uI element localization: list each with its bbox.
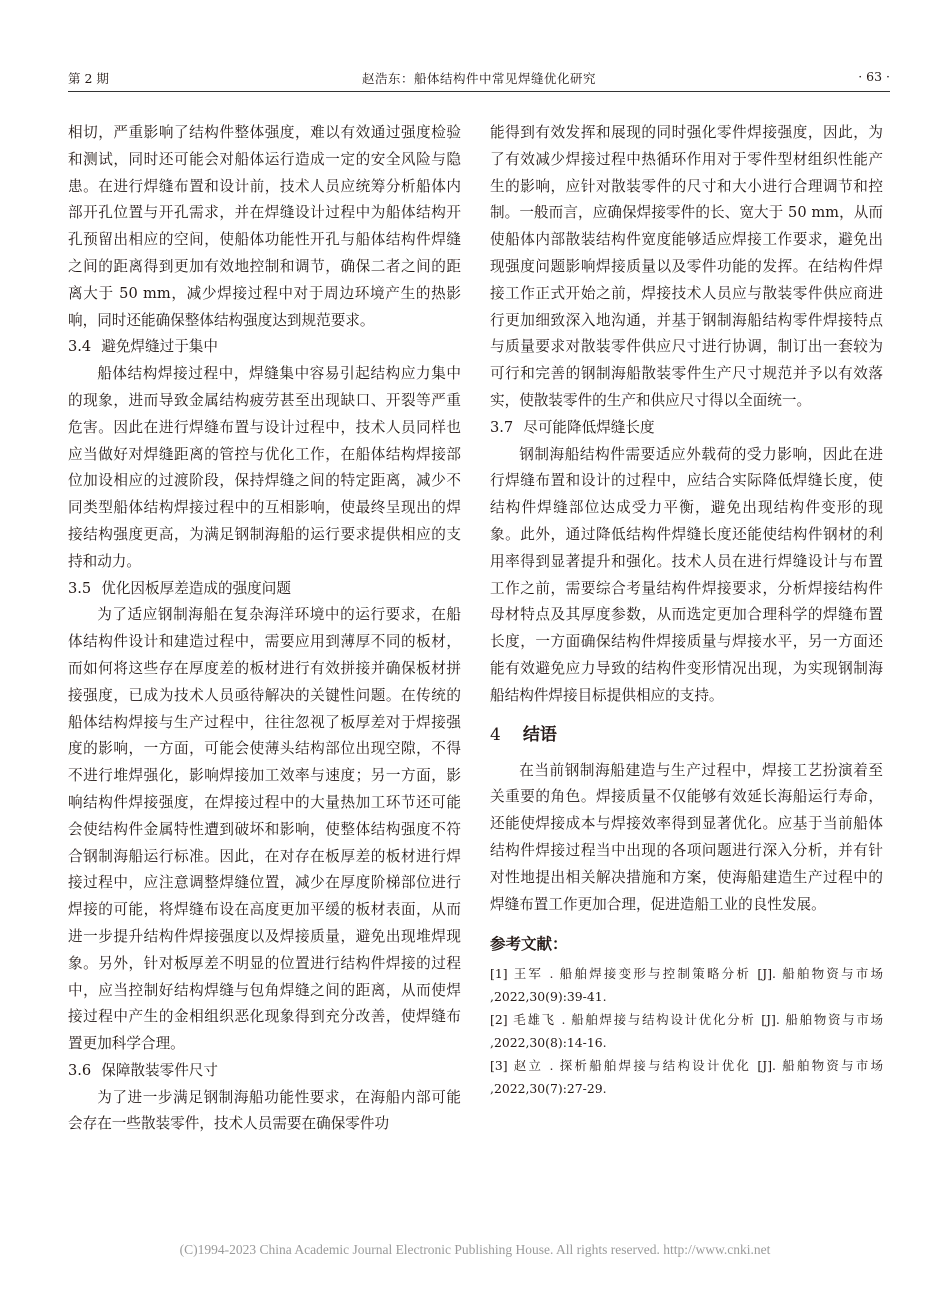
section-number: 3.7 <box>490 418 514 436</box>
section-title: 结语 <box>522 724 557 745</box>
conclusion-text: 在当前钢制海船建造与生产过程中，焊接工艺扮演着至关重要的角色。焊接质量不仅能够有效延长海船运行寿命，还能使焊接成本与焊接效率得到显著优化。应基于当前船体结构件焊接过程当中出现的各项问题进行深入分析，并有针对性地提出相关解决措施和方案，使海船建造生产过程中的焊缝布置工作更加合理，促进造船工业的良性发展。 <box>490 761 883 913</box>
section-number: 3.4 <box>68 338 92 356</box>
running-header <box>68 67 890 92</box>
intro-paragraph: 相切，严重影响了结构件整体强度，难以有效通过强度检验和测试，同时还可能会对船体运行造成一定的安全风险与隐患。在进行焊缝布置和设计前，技术人员应统筹分析船体内部开孔位置与开孔需求，并在焊缝设计过程中为船体结构开孔预留出相应的空间，使船体功能性开孔与船体结构件焊缝之间的距离得到更加有效地控制和调节，确保二者之间的距离大于 50 mm，减少焊接过程中对于周边环境产生的热影响，同时还能确保整体结构强度达到规范要求。 <box>68 124 461 329</box>
section-3-6-text: 为了进一步满足钢制海船功能性要求，在海船内部可能会存在一些散装零件，技术人员需要在确保零件功 <box>68 1088 461 1133</box>
section-number: 3.6 <box>68 1061 92 1079</box>
references-heading: 参考文献： <box>490 935 568 954</box>
section-3-6-continued: 能得到有效发挥和展现的同时强化零件焊接强度，因此，为了有效减少焊接过程中热循环作用对于零件型材组织性能产生的影响，应针对散装零件的尺寸和大小进行合理调节和控制。一般而言，应确保焊接零件的长、宽大于 50 mm，从而使船体内部散装结构件宽度能够适应焊接工作要求，避免出现强度问题影响焊接质量以及零件功能的发挥。在结构件焊接工作正式开始之前，焊接技术人员应与散装零件供应商进行更加细致深入地沟通，并基于钢制海船结构零件焊接特点与质量要求对散装零件供应尺寸进行协调，制订出一套较为可行和完善的钢制海船散装零件生产尺寸规范并予以有效落实，使散装零件的生产和供应尺寸得以全面统一。 <box>490 124 883 409</box>
reference-item: [1] 王军 . 船舶焊接变形与控制策略分析 [J]. 船舶物资与市场 ,2022,30(9):39-41. <box>490 966 883 1005</box>
section-3-5-heading <box>68 576 461 603</box>
reference-item: [2] 毛雄飞 . 船舶焊接与结构设计优化分析 [J]. 船舶物资与市场 ,2022,30(8):14-16. <box>490 1012 883 1051</box>
reference-item: [3] 赵立 . 探析船舶焊接与结构设计优化 [J]. 船舶物资与市场 ,2022,30(7):27-29. <box>490 1058 883 1097</box>
issue-number: 第 2 期 <box>68 71 109 86</box>
right-column <box>490 120 883 1100</box>
section-3-4-heading <box>68 334 461 361</box>
section-number: 4 <box>490 724 501 745</box>
section-title: 避免焊缝过于集中 <box>101 338 218 356</box>
section-3-7-heading <box>490 415 883 442</box>
section-3-7-text: 钢制海船结构件需要适应外载荷的受力影响，因此在进行焊缝布置和设计的过程中，应结合实际降低焊缝长度，使结构件焊缝部位达成受力平衡，避免出现结构件变形的现象。此外，通过降低结构件焊缝长度还能使结构件钢材的利用率得到显著提升和强化。技术人员在进行焊缝设计与布置工作之前，需要综合考量结构件焊接要求，分析焊接结构件母材特点及其厚度参数，从而选定更加合理科学的焊缝布置长度，一方面确保结构件焊接质量与焊接水平，另一方面还能有效避免应力导致的结构件变形情况出现，为实现钢制海船结构件焊接目标提供相应的支持。 <box>490 445 883 704</box>
running-title: 赵浩东：船体结构件中常见焊缝优化研究 <box>361 71 596 86</box>
section-3-4-text: 船体结构焊接过程中，焊缝集中容易引起结构应力集中的现象，进而导致金属结构疲劳甚至出现缺口、开裂等严重危害。因此在进行焊缝布置与设计过程中，技术人员同样也应当做好对焊缝距离的管控与优化工作，在船体结构焊接部位加设相应的过渡阶段，保持焊缝之间的特定距离，减少不同类型船体结构焊接过程中的互相影响，使最终呈现出的焊接结构强度更高，为满足钢制海船的运行要求提供相应的支持和动力。 <box>68 365 461 570</box>
section-3-5-text: 为了适应钢制海船在复杂海洋环境中的运行要求，在船体结构件设计和建造过程中，需要应用到薄厚不同的板材，而如何将这些存在厚度差的板材进行有效拼接并确保板材拼接强度，已成为技术人员亟待解决的关键性问题。在传统的船体结构焊接与生产过程中，往往忽视了板厚差对于焊接强度的影响，一方面，可能会使薄头结构部位出现空隙，不得不进行堆焊强化，影响焊接加工效率与速度；另一方面，影响结构件焊接强度，在焊接过程中的大量热加工环节还可能会使结构件金属特性遭到破坏和影响，使整体结构强度不符合钢制海船运行标准。因此，在对存在板厚差的板材进行焊接过程中，应注意调整焊缝位置，减少在厚度阶梯部位进行焊接的可能，将焊缝布设在高度更加平缓的板材表面，从而进一步提升结构件焊接强度以及焊接质量，避免出现堆焊现象。另外，针对板厚差不明显的位置进行结构件焊接的过程中，应当控制好结构焊缝与包角焊缝之间的距离，从而使焊接过程中产生的金相组织恶化现象得到充分改善，使焊缝布置更加科学合理。 <box>68 606 461 1053</box>
section-number: 3.5 <box>68 579 92 597</box>
page-number: · 63 · <box>858 69 890 84</box>
section-title: 优化因板厚差造成的强度问题 <box>101 579 291 597</box>
section-4-heading <box>490 722 883 748</box>
left-column <box>68 120 461 1138</box>
section-3-6-heading <box>68 1058 461 1085</box>
section-title: 尽可能降低焊缝长度 <box>523 418 655 436</box>
copyright-footer: (C)1994-2023 China Academic Journal Electronic Publishing House. All rights reserved. http://www.cnki.net <box>179 1242 771 1257</box>
section-title: 保障散装零件尺寸 <box>101 1061 218 1079</box>
